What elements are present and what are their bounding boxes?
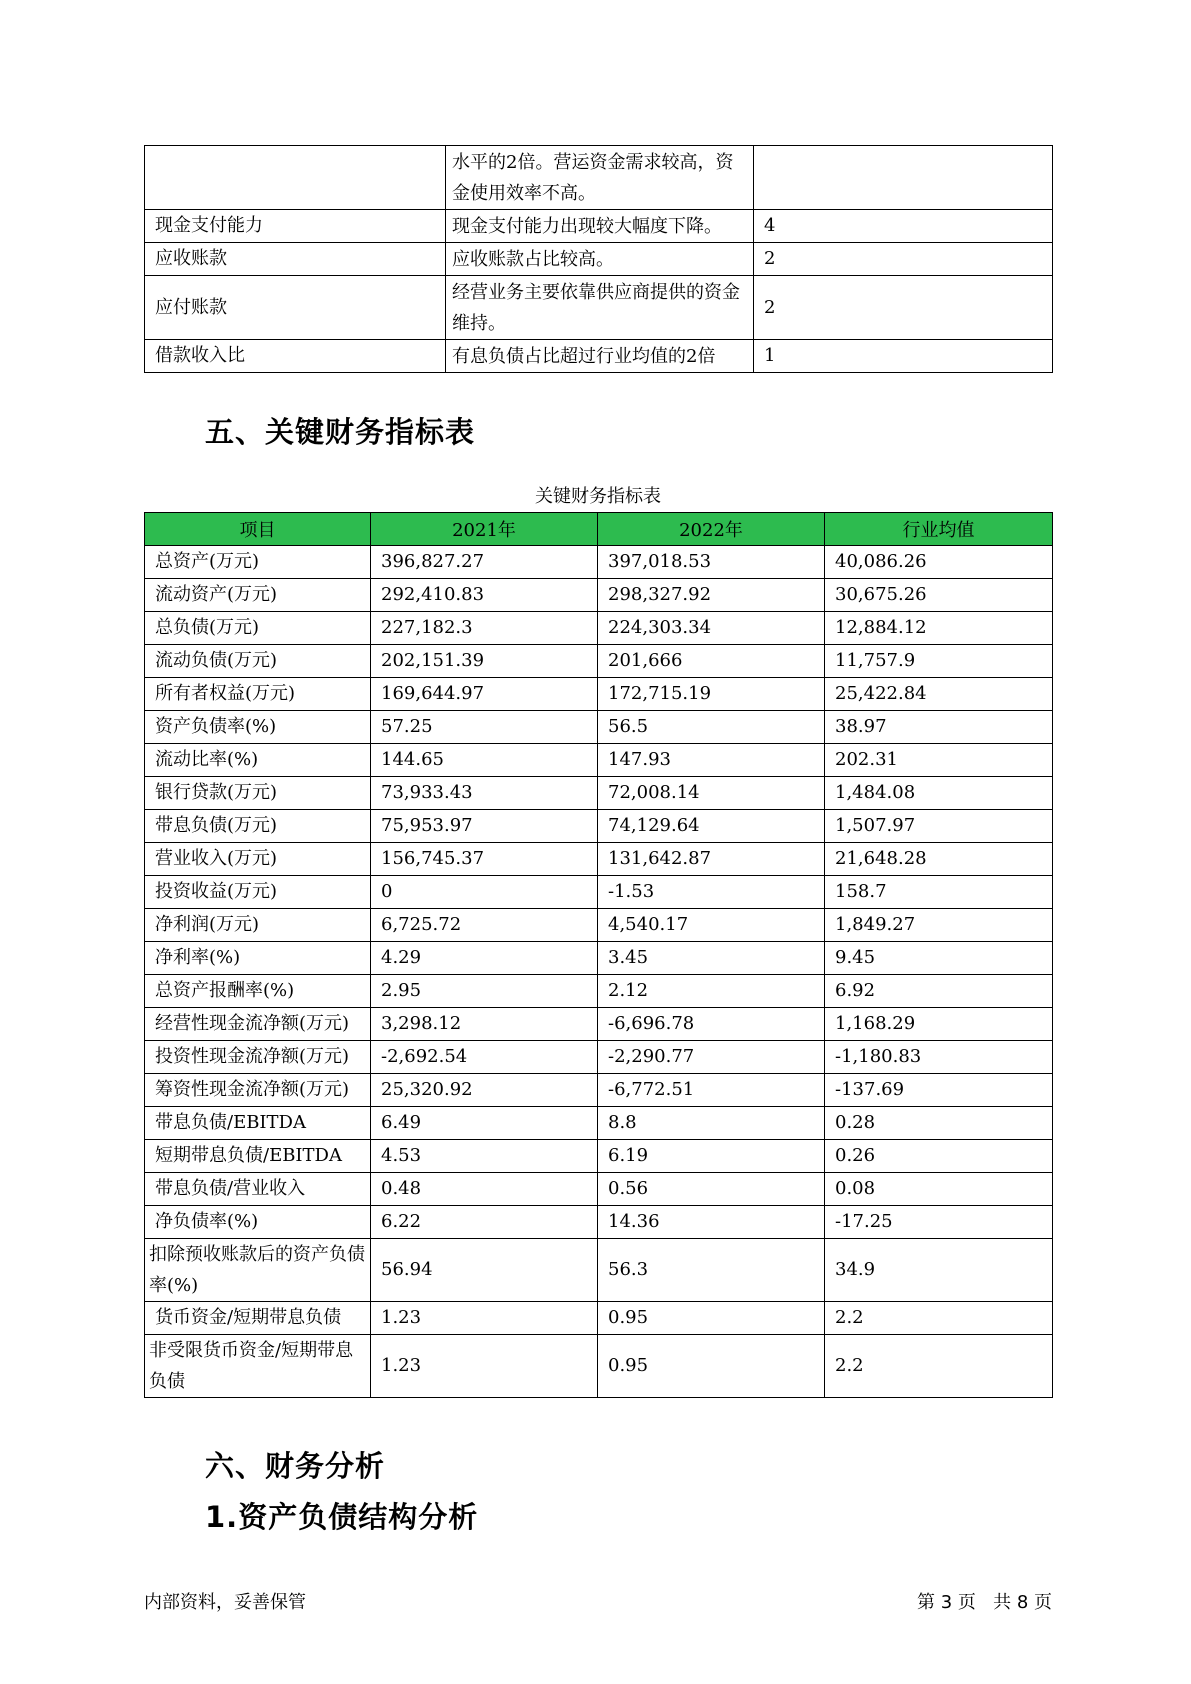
- industry-average-cell: 40,086.26: [825, 546, 1053, 579]
- indicator-name-cell: 净负债率(%): [145, 1206, 371, 1239]
- value-2021-cell: 3,298.12: [371, 1008, 598, 1041]
- table-row: [145, 876, 1053, 909]
- value-2021-cell: 4.53: [371, 1140, 598, 1173]
- value-2021-cell: 4.29: [371, 942, 598, 975]
- key-financial-indicators-table: [144, 512, 1053, 1398]
- value-2022-cell: 298,327.92: [598, 579, 825, 612]
- header-2021: 2021年: [371, 513, 598, 546]
- value-2022-cell: 397,018.53: [598, 546, 825, 579]
- industry-average-cell: 0.28: [825, 1107, 1053, 1140]
- value-2022-cell: 0.95: [598, 1335, 825, 1398]
- table-header-row: [145, 513, 1053, 546]
- value-2022-cell: 3.45: [598, 942, 825, 975]
- industry-average-cell: 9.45: [825, 942, 1053, 975]
- table-row: [145, 546, 1053, 579]
- risk-score-cell: 4: [754, 210, 1053, 243]
- value-2022-cell: 14.36: [598, 1206, 825, 1239]
- table-row: [145, 210, 1053, 243]
- value-2022-cell: 74,129.64: [598, 810, 825, 843]
- value-2021-cell: 2.95: [371, 975, 598, 1008]
- value-2022-cell: 72,008.14: [598, 777, 825, 810]
- industry-average-cell: 11,757.9: [825, 645, 1053, 678]
- industry-average-cell: -137.69: [825, 1074, 1053, 1107]
- table-row: [145, 843, 1053, 876]
- table-row: [145, 909, 1053, 942]
- indicator-name-cell: 非受限货币资金/短期带息负债: [145, 1335, 371, 1398]
- value-2022-cell: 56.3: [598, 1239, 825, 1302]
- industry-average-cell: 202.31: [825, 744, 1053, 777]
- indicator-name-cell: 营业收入(万元): [145, 843, 371, 876]
- industry-average-cell: 2.2: [825, 1302, 1053, 1335]
- subsection-heading: 1.资产负债结构分析: [205, 1500, 479, 1534]
- table-row: [145, 777, 1053, 810]
- table-row: [145, 1302, 1053, 1335]
- indicator-name-cell: 总资产报酬率(%): [145, 975, 371, 1008]
- value-2022-cell: -6,772.51: [598, 1074, 825, 1107]
- industry-average-cell: 1,849.27: [825, 909, 1053, 942]
- risk-item-cell: [145, 146, 446, 210]
- value-2021-cell: 0.48: [371, 1173, 598, 1206]
- table-row: [145, 744, 1053, 777]
- indicator-name-cell: 货币资金/短期带息负债: [145, 1302, 371, 1335]
- risk-table: [144, 145, 1053, 373]
- industry-average-cell: 158.7: [825, 876, 1053, 909]
- risk-description-cell: 有息负债占比超过行业均值的2倍: [446, 340, 754, 373]
- risk-description-cell: 水平的2倍。营运资金需求较高，资金使用效率不高。: [446, 146, 754, 210]
- value-2022-cell: 0.56: [598, 1173, 825, 1206]
- value-2022-cell: 2.12: [598, 975, 825, 1008]
- value-2021-cell: 227,182.3: [371, 612, 598, 645]
- table-row: [145, 810, 1053, 843]
- risk-description-cell: 应收账款占比较高。: [446, 243, 754, 276]
- table-row: [145, 1107, 1053, 1140]
- indicator-name-cell: 短期带息负债/EBITDA: [145, 1140, 371, 1173]
- table-row: [145, 942, 1053, 975]
- risk-score-cell: [754, 146, 1053, 210]
- table-row: [145, 975, 1053, 1008]
- indicator-name-cell: 总资产(万元): [145, 546, 371, 579]
- value-2022-cell: 8.8: [598, 1107, 825, 1140]
- industry-average-cell: -1,180.83: [825, 1041, 1053, 1074]
- value-2021-cell: 56.94: [371, 1239, 598, 1302]
- indicator-name-cell: 净利润(万元): [145, 909, 371, 942]
- value-2022-cell: 56.5: [598, 711, 825, 744]
- indicator-name-cell: 扣除预收账款后的资产负债率(%): [145, 1239, 371, 1302]
- value-2021-cell: 396,827.27: [371, 546, 598, 579]
- industry-average-cell: 12,884.12: [825, 612, 1053, 645]
- header-2022: 2022年: [598, 513, 825, 546]
- value-2022-cell: 224,303.34: [598, 612, 825, 645]
- value-2021-cell: 6.49: [371, 1107, 598, 1140]
- value-2021-cell: 292,410.83: [371, 579, 598, 612]
- indicator-name-cell: 总负债(万元): [145, 612, 371, 645]
- footer-page-number: 第 3 页 共 8 页: [917, 1592, 1052, 1613]
- value-2022-cell: 147.93: [598, 744, 825, 777]
- value-2021-cell: 202,151.39: [371, 645, 598, 678]
- value-2022-cell: 201,666: [598, 645, 825, 678]
- industry-average-cell: 0.08: [825, 1173, 1053, 1206]
- value-2021-cell: 156,745.37: [371, 843, 598, 876]
- table-row: [145, 1173, 1053, 1206]
- table-row: [145, 678, 1053, 711]
- indicator-name-cell: 经营性现金流净额(万元): [145, 1008, 371, 1041]
- table-row: [145, 711, 1053, 744]
- value-2021-cell: -2,692.54: [371, 1041, 598, 1074]
- industry-average-cell: 1,484.08: [825, 777, 1053, 810]
- risk-score-cell: 1: [754, 340, 1053, 373]
- table-row: [145, 1206, 1053, 1239]
- table-row: [145, 579, 1053, 612]
- value-2021-cell: 6.22: [371, 1206, 598, 1239]
- indicator-name-cell: 流动资产(万元): [145, 579, 371, 612]
- value-2022-cell: 6.19: [598, 1140, 825, 1173]
- table-row: [145, 1041, 1053, 1074]
- header-industry-average: 行业均值: [825, 513, 1053, 546]
- value-2021-cell: 25,320.92: [371, 1074, 598, 1107]
- section-6-heading: 六、财务分析: [205, 1449, 386, 1483]
- indicator-name-cell: 银行贷款(万元): [145, 777, 371, 810]
- table-row: [145, 1239, 1053, 1302]
- table-row: [145, 146, 1053, 210]
- value-2022-cell: -1.53: [598, 876, 825, 909]
- industry-average-cell: 30,675.26: [825, 579, 1053, 612]
- header-item: 项目: [145, 513, 371, 546]
- table-row: [145, 243, 1053, 276]
- table-row: [145, 1335, 1053, 1398]
- table-caption: 关键财务指标表: [535, 486, 661, 507]
- risk-item-cell: 应付账款: [145, 276, 446, 340]
- risk-item-cell: 现金支付能力: [145, 210, 446, 243]
- value-2022-cell: -6,696.78: [598, 1008, 825, 1041]
- indicator-name-cell: 筹资性现金流净额(万元): [145, 1074, 371, 1107]
- footer-confidential-note: 内部资料，妥善保管: [144, 1592, 306, 1613]
- risk-description-cell: 经营业务主要依靠供应商提供的资金维持。: [446, 276, 754, 340]
- indicator-name-cell: 带息负债(万元): [145, 810, 371, 843]
- risk-score-cell: 2: [754, 243, 1053, 276]
- industry-average-cell: 6.92: [825, 975, 1053, 1008]
- value-2021-cell: 57.25: [371, 711, 598, 744]
- value-2021-cell: 169,644.97: [371, 678, 598, 711]
- industry-average-cell: -17.25: [825, 1206, 1053, 1239]
- value-2021-cell: 1.23: [371, 1335, 598, 1398]
- value-2022-cell: 172,715.19: [598, 678, 825, 711]
- risk-item-cell: 借款收入比: [145, 340, 446, 373]
- indicator-name-cell: 净利率(%): [145, 942, 371, 975]
- industry-average-cell: 0.26: [825, 1140, 1053, 1173]
- industry-average-cell: 21,648.28: [825, 843, 1053, 876]
- table-row: [145, 645, 1053, 678]
- value-2021-cell: 73,933.43: [371, 777, 598, 810]
- value-2022-cell: -2,290.77: [598, 1041, 825, 1074]
- table-row: [145, 1074, 1053, 1107]
- industry-average-cell: 38.97: [825, 711, 1053, 744]
- table-row: [145, 1140, 1053, 1173]
- industry-average-cell: 25,422.84: [825, 678, 1053, 711]
- value-2021-cell: 75,953.97: [371, 810, 598, 843]
- risk-description-cell: 现金支付能力出现较大幅度下降。: [446, 210, 754, 243]
- indicator-name-cell: 带息负债/EBITDA: [145, 1107, 371, 1140]
- value-2021-cell: 1.23: [371, 1302, 598, 1335]
- section-5-heading: 五、关键财务指标表: [205, 415, 476, 449]
- indicator-name-cell: 资产负债率(%): [145, 711, 371, 744]
- table-row: [145, 276, 1053, 340]
- value-2021-cell: 144.65: [371, 744, 598, 777]
- indicator-name-cell: 投资性现金流净额(万元): [145, 1041, 371, 1074]
- value-2021-cell: 6,725.72: [371, 909, 598, 942]
- risk-item-cell: 应收账款: [145, 243, 446, 276]
- indicator-name-cell: 流动负债(万元): [145, 645, 371, 678]
- value-2021-cell: 0: [371, 876, 598, 909]
- table-row: [145, 612, 1053, 645]
- industry-average-cell: 2.2: [825, 1335, 1053, 1398]
- risk-score-cell: 2: [754, 276, 1053, 340]
- indicator-name-cell: 所有者权益(万元): [145, 678, 371, 711]
- value-2022-cell: 131,642.87: [598, 843, 825, 876]
- table-row: [145, 1008, 1053, 1041]
- value-2022-cell: 0.95: [598, 1302, 825, 1335]
- industry-average-cell: 1,168.29: [825, 1008, 1053, 1041]
- indicator-name-cell: 投资收益(万元): [145, 876, 371, 909]
- indicator-name-cell: 流动比率(%): [145, 744, 371, 777]
- value-2022-cell: 4,540.17: [598, 909, 825, 942]
- indicator-name-cell: 带息负债/营业收入: [145, 1173, 371, 1206]
- table-row: [145, 340, 1053, 373]
- industry-average-cell: 34.9: [825, 1239, 1053, 1302]
- industry-average-cell: 1,507.97: [825, 810, 1053, 843]
